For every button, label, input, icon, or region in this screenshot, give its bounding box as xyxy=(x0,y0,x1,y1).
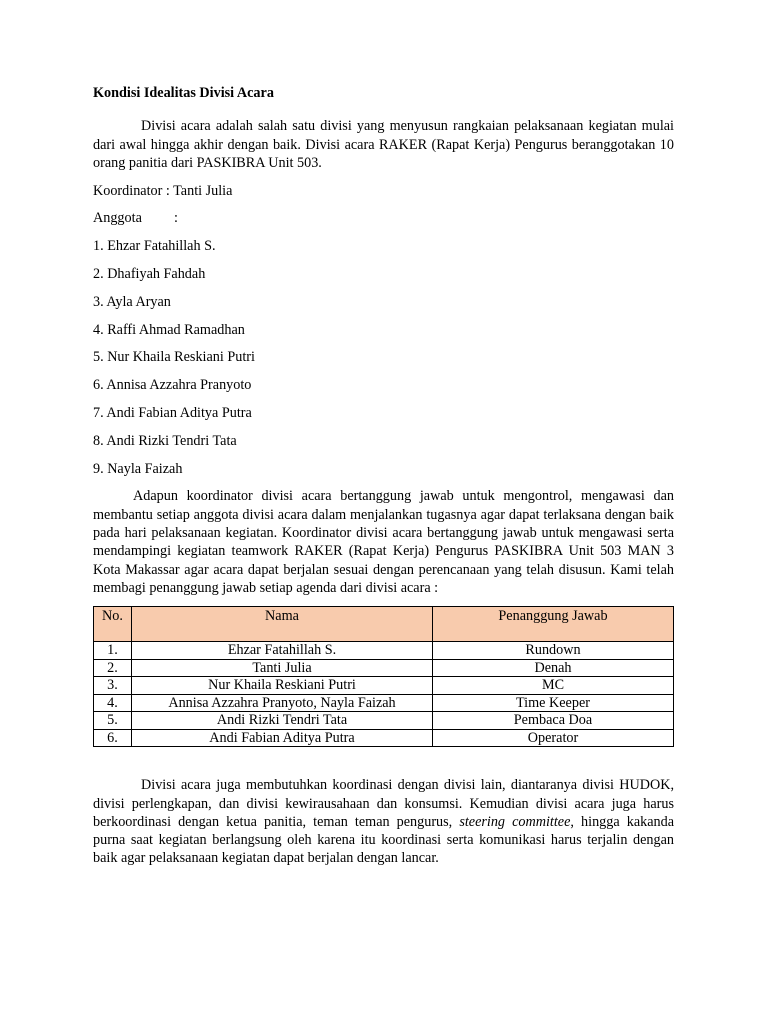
cell-penanggung-jawab: Rundown xyxy=(433,642,674,660)
member-item: 8. Andi Rizki Tendri Tata xyxy=(93,432,237,449)
member-item: 6. Annisa Azzahra Pranyoto xyxy=(93,377,252,394)
anggota-line xyxy=(93,209,674,227)
cell-penanggung-jawab: Denah xyxy=(433,659,674,677)
table-row xyxy=(94,659,674,677)
anggota-label: Anggota xyxy=(93,210,142,227)
member-item: 9. Nayla Faizah xyxy=(93,460,183,477)
member-item: 5. Nur Khaila Reskiani Putri xyxy=(93,349,255,366)
header-penanggung-jawab: Penanggung Jawab xyxy=(433,607,674,642)
cell-nama: Annisa Azzahra Pranyoto, Nayla Faizah xyxy=(132,694,433,712)
cell-nama: Andi Rizki Tendri Tata xyxy=(132,712,433,730)
cell-nama: Tanti Julia xyxy=(132,659,433,677)
cell-penanggung-jawab: Operator xyxy=(433,729,674,747)
table-row xyxy=(94,677,674,695)
anggota-colon: : xyxy=(174,210,178,227)
intro-paragraph: Divisi acara adalah salah satu divisi yang menyusun rangkaian pelaksanaan kegiatan mulai dari awal hingga akhir dengan baik. Divisi acara RAKER (Rapat Kerja) Pengurus beranggotakan 10 orang panitia dari PASKIBRA Unit 503. xyxy=(93,118,674,171)
member-item: 3. Ayla Aryan xyxy=(93,293,171,310)
cell-nama: Nur Khaila Reskiani Putri xyxy=(132,677,433,695)
coordination-text-start: Divisi acara juga membutuhkan koordinasi dengan divisi lain, diantaranya divisi HUDOK, divisi perlengkapan, dan divisi kewirausahaan dan konsumsi. Kemudian divisi acara juga harus berkoordinasi dengan ketua panitia, teman teman pengurus, xyxy=(93,777,674,830)
document-page xyxy=(93,84,674,868)
cell-no: 2. xyxy=(94,659,132,677)
cell-nama: Andi Fabian Aditya Putra xyxy=(132,729,433,747)
cell-penanggung-jawab: MC xyxy=(433,677,674,695)
koordinator-line: Koordinator : Tanti Julia xyxy=(93,182,233,199)
header-no: No. xyxy=(94,607,132,642)
table-row xyxy=(94,694,674,712)
table-row xyxy=(94,729,674,747)
cell-no: 5. xyxy=(94,712,132,730)
coordination-text-end: , hingga kakanda purna saat kegiatan berlangsung oleh karena itu koordinasi serta komunikasi harus terjalin dengan baik agar pelaksanaan kegiatan dapat berjalan dengan lancar. xyxy=(93,813,674,867)
cell-penanggung-jawab: Time Keeper xyxy=(433,694,674,712)
table-header-row xyxy=(94,607,674,642)
cell-no: 3. xyxy=(94,677,132,695)
cell-no: 6. xyxy=(94,729,132,747)
member-item: 1. Ehzar Fatahillah S. xyxy=(93,238,216,255)
member-item: 7. Andi Fabian Aditya Putra xyxy=(93,405,252,422)
coordination-paragraph xyxy=(93,776,674,867)
cell-penanggung-jawab: Pembaca Doa xyxy=(433,712,674,730)
cell-no: 4. xyxy=(94,694,132,712)
document-title: Kondisi Idealitas Divisi Acara xyxy=(93,85,274,101)
table-row xyxy=(94,642,674,660)
responsibility-table xyxy=(93,606,674,747)
table-row xyxy=(94,712,674,730)
cell-no: 1. xyxy=(94,642,132,660)
member-item: 2. Dhafiyah Fahdah xyxy=(93,266,206,283)
member-item: 4. Raffi Ahmad Ramadhan xyxy=(93,321,245,338)
header-nama: Nama xyxy=(132,607,433,642)
cell-nama: Ehzar Fatahillah S. xyxy=(132,642,433,660)
responsibility-paragraph: Adapun koordinator divisi acara bertanggung jawab untuk mengontrol, mengawasi dan membantu setiap anggota divisi acara dalam menjalankan tugasnya agar dapat terlaksana dengan baik pada hari pelaksanaan kegiatan. Koordinator divisi acara bertanggung jawab untuk mengawasi serta mendampingi kegiatan teamwork RAKER (Rapat Kerja) Pengurus PASKIBRA Unit 503 MAN 3 Kota Makassar agar acara dapat berjalan sesuai dengan perencanaan yang telah disusun. Kami telah membagi penanggung jawab setiap agenda dari divisi acara : xyxy=(93,488,674,596)
coordination-italic-term: steering committee xyxy=(459,813,571,830)
